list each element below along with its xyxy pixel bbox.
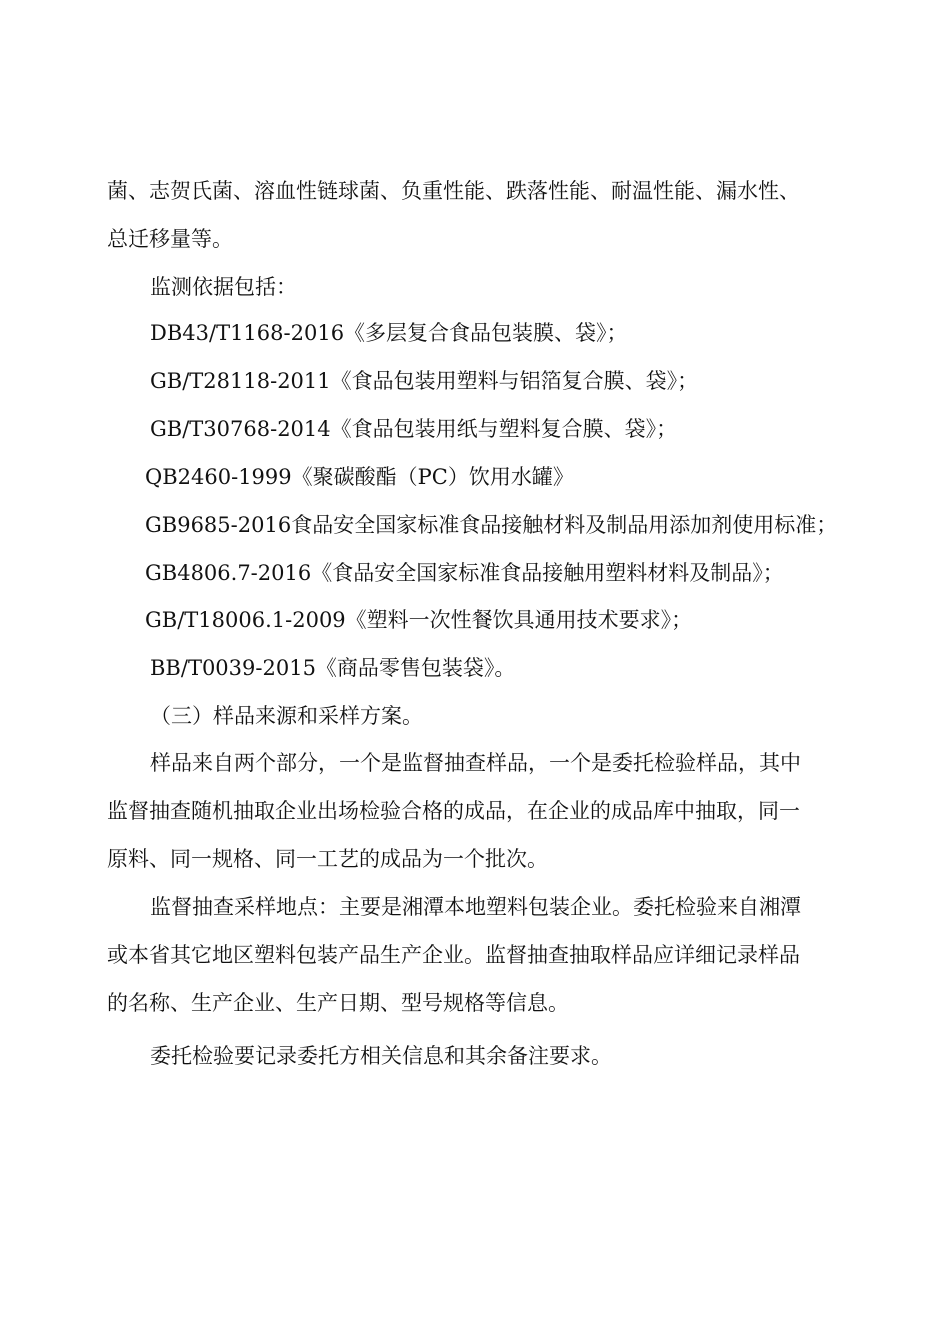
text-line-15: 原料、同一规格、同一工艺的成品为一个批次。 (107, 847, 548, 871)
text-line-7: QB2460-1999《聚碳酸酯（PC）饮用水罐》 (145, 465, 574, 489)
text-line-18: 的名称、生产企业、生产日期、型号规格等信息。 (107, 991, 569, 1015)
text-line-5: GB/T28118-2011《食品包装用塑料与铝箔复合膜、袋》； (150, 369, 699, 393)
text-line-11: BB/T0039-2015《商品零售包装袋》。 (150, 656, 516, 680)
text-line-4: DB43/T1168-2016《多层复合食品包装膜、袋》； (150, 321, 628, 345)
text-line-10: GB/T18006.1-2009《塑料一次性餐饮具通用技术要求》； (145, 608, 693, 632)
text-line-9: GB4806.7-2016《食品安全国家标准食品接触用塑料材料及制品》； (145, 561, 784, 585)
text-line-17: 或本省其它地区塑料包装产品生产企业。监督抽查抽取样品应详细记录样品 (107, 943, 800, 967)
text-line-19: 委托检验要记录委托方相关信息和其余备注要求。 (150, 1044, 612, 1068)
text-line-1: 菌、志贺氏菌、溶血性链球菌、负重性能、跌落性能、耐温性能、漏水性、 (107, 179, 800, 203)
text-line-6: GB/T30768-2014《食品包装用纸与塑料复合膜、袋》； (150, 417, 678, 441)
section-heading: （三）样品来源和采样方案。 (150, 704, 423, 728)
text-line-14: 监督抽查随机抽取企业出场检验合格的成品，在企业的成品库中抽取，同一 (107, 799, 800, 823)
text-line-8: GB9685-2016食品安全国家标准食品接触材料及制品用添加剂使用标准； (145, 513, 838, 537)
text-line-13: 样品来自两个部分，一个是监督抽查样品，一个是委托检验样品，其中 (150, 751, 801, 775)
text-line-16: 监督抽查采样地点：主要是湘潭本地塑料包装企业。委托检验来自湘潭 (150, 895, 801, 919)
text-line-3: 监测依据包括： (150, 275, 297, 299)
text-line-2: 总迁移量等。 (107, 227, 233, 251)
